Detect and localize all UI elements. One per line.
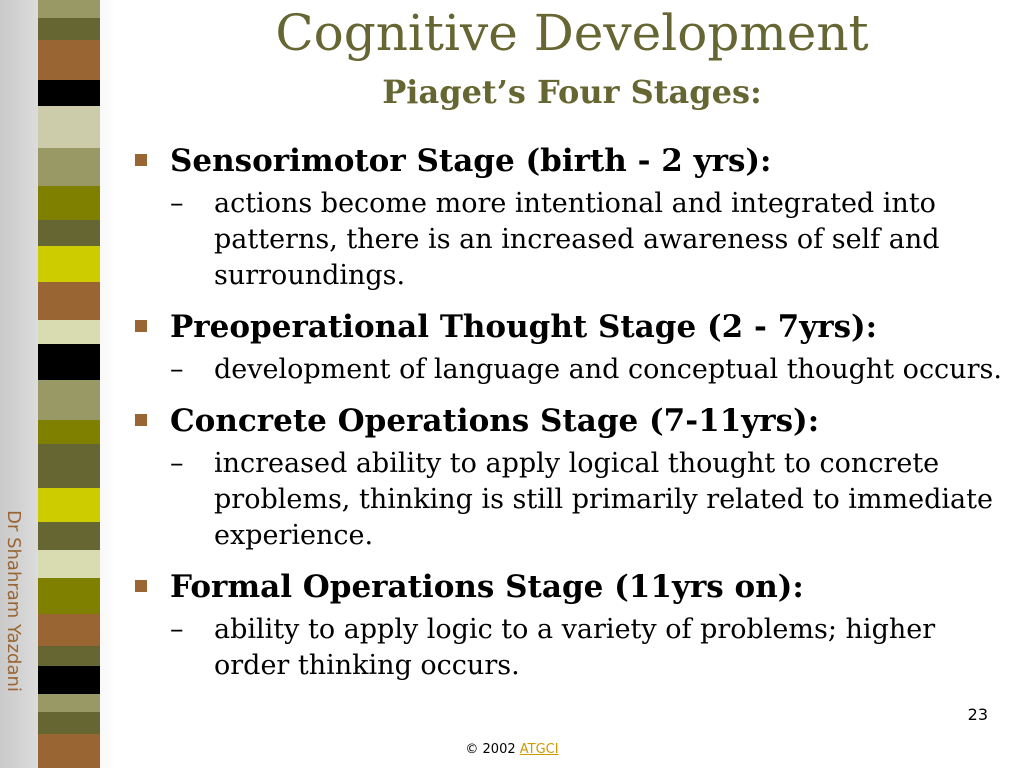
stripe-segment: [38, 712, 100, 734]
stage-heading: Formal Operations Stage (11yrs on):: [170, 569, 804, 605]
stage-detail: [170, 186, 1018, 294]
stripe-segment: [38, 148, 100, 186]
stripe-segment: [38, 106, 100, 148]
dash-bullet: –: [170, 188, 184, 219]
stripe-segment: [38, 666, 100, 694]
square-bullet-icon: [135, 320, 147, 332]
author-vertical-text: Dr Shahram Yazdani: [3, 510, 24, 692]
stripe-segment: [38, 186, 100, 220]
stripe-segment: [38, 40, 100, 80]
stage-item: [128, 400, 1018, 554]
stripe-segment: [38, 522, 100, 550]
stage-heading: Preoperational Thought Stage (2 - 7yrs):: [170, 309, 878, 345]
stage-detail-text: increased ability to apply logical thought to concrete problems, thinking is still primarily related to immediate experience.: [214, 448, 993, 551]
stripe-segment: [38, 18, 100, 40]
square-bullet-icon: [135, 414, 147, 426]
footer: [0, 742, 1024, 757]
stripe-segment: [38, 488, 100, 522]
dash-bullet: –: [170, 448, 184, 479]
stripe-segment: [38, 550, 100, 578]
stripe-segment: [38, 578, 100, 614]
stripe-segment: [38, 444, 100, 488]
stage-detail-text: actions become more intentional and integrated into patterns, there is an increased awareness of self and surroundings.: [214, 188, 940, 291]
stripe-segment: [38, 80, 100, 106]
stripe-segment: [38, 320, 100, 344]
stripe-segment: [38, 420, 100, 444]
stripe-segment: [38, 614, 100, 646]
stage-detail-text: development of language and conceptual thought occurs.: [214, 354, 1002, 385]
stripe-segment: [38, 282, 100, 320]
slide-subtitle: Piaget’s Four Stages:: [382, 73, 762, 111]
stage-detail: [170, 446, 1018, 554]
stripe-segment: [38, 380, 100, 420]
stage-list: [128, 140, 1018, 696]
dash-bullet: –: [170, 614, 184, 645]
footer-link[interactable]: ATGCI: [519, 742, 559, 757]
stage-heading: Concrete Operations Stage (7-11yrs):: [170, 403, 820, 439]
dash-bullet: –: [170, 354, 184, 385]
stripe-segment: [38, 344, 100, 380]
slide-title: Cognitive Development: [275, 4, 869, 62]
square-bullet-icon: [135, 154, 147, 166]
square-bullet-icon: [135, 580, 147, 592]
stage-item: [128, 566, 1018, 684]
stripe-segment: [38, 694, 100, 712]
stripe-segment: [38, 0, 100, 18]
stage-detail-text: ability to apply logic to a variety of problems; higher order thinking occurs.: [214, 614, 936, 681]
stage-detail: [170, 352, 1018, 388]
footer-copyright: © 2002: [465, 742, 516, 757]
stage-item: [128, 140, 1018, 294]
stripe-segment: [38, 246, 100, 282]
stripe-segment: [38, 220, 100, 246]
page-number: 23: [967, 705, 988, 724]
stripe-segment: [38, 646, 100, 666]
stage-item: [128, 306, 1018, 388]
decorative-stripe: [38, 0, 100, 768]
stage-heading: Sensorimotor Stage (birth - 2 yrs):: [170, 143, 772, 179]
stage-detail: [170, 612, 1018, 684]
